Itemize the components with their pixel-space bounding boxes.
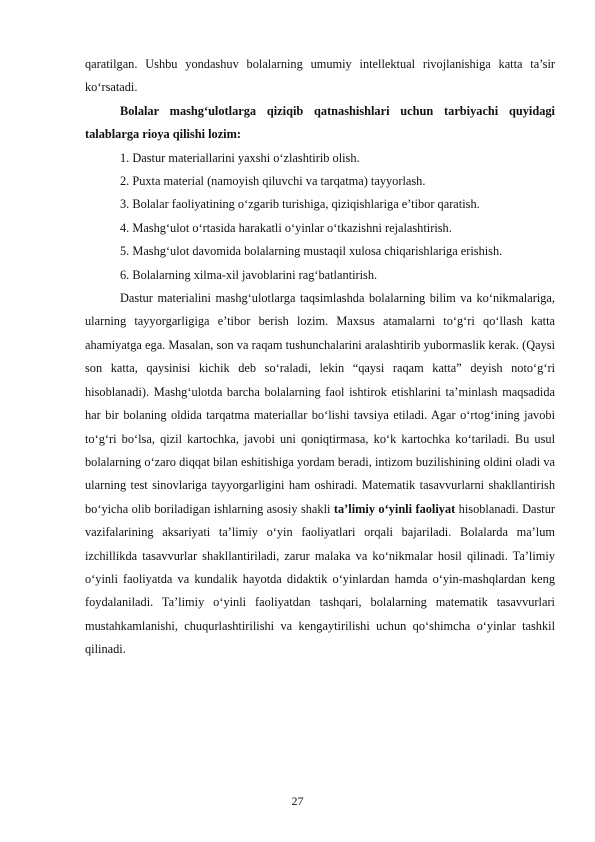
main-paragraph	[85, 287, 555, 662]
list-item: 1. Dastur materiallarini yaxshi o‘zlashtirib olish.	[120, 150, 360, 165]
document-page	[85, 53, 555, 662]
main-text-part2: hisoblanadi. Dastur vazifalarining aksariyati ta’limiy o‘yin faoliyatlari orqali bajariladi. Bolalarda ma’lum izchillikda tasavvurlar shakllantiriladi, zarur malaka va ko‘nikmalar hosil qilinadi. Ta’limiy o‘yinli faoliyatda va kundalik hayotda didaktik o‘yinlardan hamda o‘yin-mashqlardan keng foydalaniladi. Ta’limiy o‘yinli faoliyatdan tashqari, bolalarning matematik tasavvurlari mustahkamlanishi, chuqurlashtirilishi va kengaytirilishi uchun qo‘shimcha o‘yinlar tashkil qilinadi.	[85, 501, 556, 657]
list-item: 4. Mashg‘ulot o‘rtasida harakatli o‘yinlar o‘tkazishni rejalashtirish.	[120, 220, 452, 235]
intro-paragraph: qaratilgan. Ushbu yondashuv bolalarning umumiy intellektual rivojlanishiga katta ta’sir ko‘rsatadi.	[85, 57, 555, 95]
page-number: 27	[291, 794, 304, 808]
list-item: 2. Puxta material (namoyish qiluvchi va tarqatma) tayyorlash.	[120, 174, 426, 189]
list-item: 3. Bolalar faoliyatining o‘zgarib turishiga, qiziqishlariga e’tibor qaratish.	[120, 197, 480, 212]
main-text-part1: Dastur materialini mashg‘ulotlarga taqsimlashda bolalarning bilim va ko‘nikmalariga, ularning tayyorgarligiga e’tibor berish lozim. Maxsus atamalarni to‘g‘ri qo‘llash katta ahamiyatga ega. Masalan, son va raqam tushunchalarini aralashtirib yubormaslik kerak. (Qaysi son katta, qaysinisi kichik deb so‘raladi, lekin “qaysi raqam katta” deyish noto‘g‘ri hisoblanadi). Mashg‘ulotda barcha bolalarning faol ishtirok etishlarini ta’minlash maqsadida har bir bolaning oldida tarqatma materiallar bo‘lishi tavsiya etiladi. Agar o‘rtog‘ining javobi to‘g‘ri bo‘lsa, qizil kartochka, javobi uni qoniqtirmasa, ko‘k kartochka ko‘tariladi. Bu usul bolalarning o‘zaro diqqat bilan eshitishiga yordam beradi, intizom buzilishining oldini oladi va ularning test sinovlariga tayyorgarligini ham oshiradi. Matematik tasavvurlarni shakllantirish bo‘yicha olib boriladigan ishlarning asosiy shakli	[85, 291, 555, 516]
main-text-bold: ta’limiy o‘yinli faoliyat	[333, 501, 456, 516]
requirements-heading: Bolalar mashg‘ulotlarga qiziqib qatnashishlari uchun tarbiyachi quyidagi talablarga rioya qilishi lozim:	[85, 103, 555, 142]
list-item: 6. Bolalarning xilma-xil javoblarini rag‘batlantirish.	[120, 267, 378, 282]
list-item: 5. Mashg‘ulot davomida bolalarning mustaqil xulosa chiqarishlariga erishish.	[120, 244, 503, 259]
